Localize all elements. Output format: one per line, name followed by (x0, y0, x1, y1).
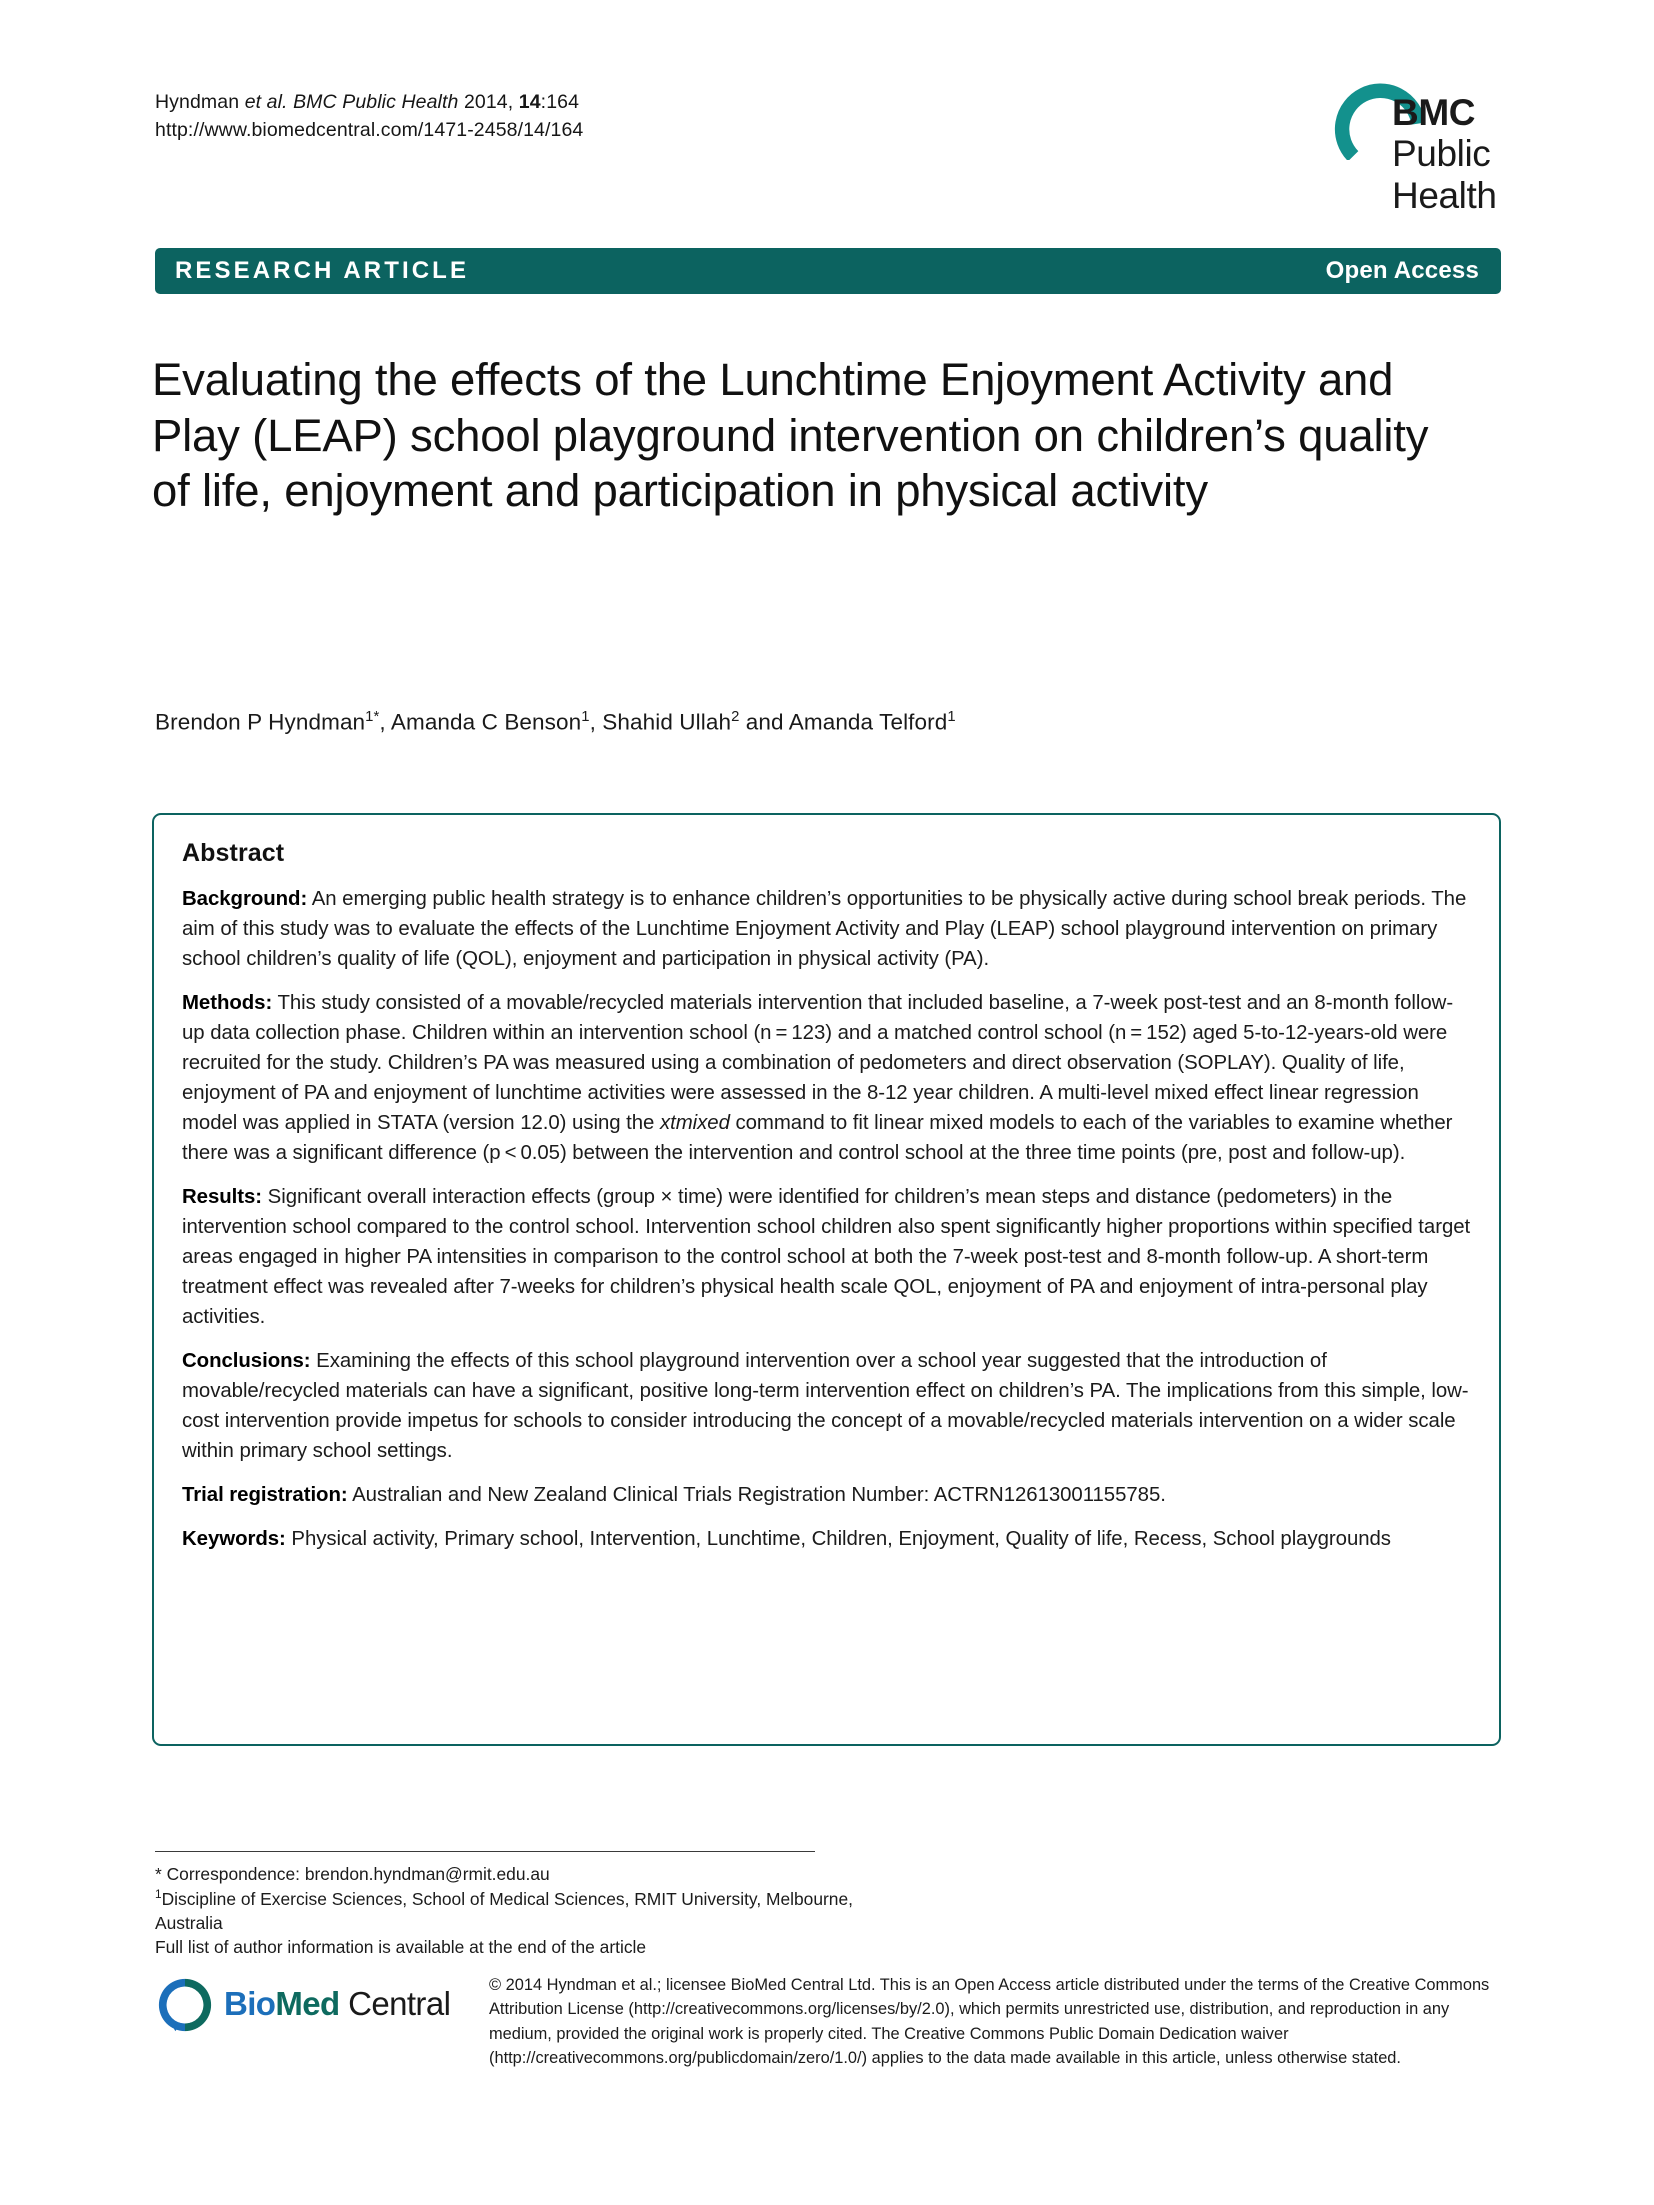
citation-year: 2014, (458, 91, 519, 113)
citation-issue: :164 (540, 91, 580, 113)
biomed-med-text: Med (275, 1985, 340, 2022)
article-type-banner (155, 248, 1501, 294)
abstract-box (152, 813, 1501, 1746)
author-list: Brendon P Hyndman$^{1*}$, Amanda C Benson$^1$, Shahid Ullah$^2$ and Amanda Telford$^1$ (155, 709, 956, 735)
open-access-label: Open Access (1325, 257, 1479, 284)
abstract-trial-label: Trial registration: (182, 1483, 348, 1506)
abstract-methods-text-cont: command to fit linear mixed models to each of the variables to examine whether there was a significant difference (p < 0.05) between the intervention and control school at the three time points (pre, post and follow-up). (182, 1111, 1453, 1164)
article-url[interactable]: http://www.biomedcentral.com/1471-2458/14/164 (155, 119, 584, 142)
citation-authors: Hyndman (155, 91, 245, 113)
footnote-divider (155, 1851, 815, 1852)
citation-volume: 14 (518, 91, 541, 113)
abstract-methods (182, 989, 1471, 1169)
abstract-conclusions-text: Examining the effects of this school playground intervention over a school year suggested that the introduction of movable/recycled materials can have a significant, positive long-term intervention effect on children’s PA. The implications from this simple, low-cost intervention provide impetus for schools to consider introducing the concept of a movable/recycled materials intervention on a wider scale within primary school settings. (182, 1349, 1469, 1462)
abstract-conclusions-label: Conclusions: (182, 1349, 311, 1372)
biomed-central-wordmark (224, 1985, 450, 2023)
correspondence-line (155, 1862, 855, 1886)
abstract-methods-command: xtmixed (659, 1111, 730, 1134)
bmc-logo-subtitle: Public Health (1392, 133, 1497, 216)
abstract-keywords (182, 1525, 1471, 1555)
biomed-ring-icon (156, 1976, 214, 2034)
bmc-public-health-logo (1326, 62, 1566, 216)
abstract-keywords-label: Keywords: (182, 1527, 286, 1550)
abstract-methods-label: Methods: (182, 991, 273, 1014)
bmc-logo-text (1392, 92, 1566, 216)
abstract-background-text: An emerging public health strategy is to enhance children’s opportunities to be physically active during school break periods. The aim of this study was to evaluate the effects of the Lunchtime Enjoyment Activity and Play (LEAP) school playground intervention on primary school children’s quality of life (QOL), enjoyment and participation in physical activity (PA). (182, 888, 1467, 970)
abstract-heading: Abstract (182, 839, 285, 867)
abstract-background (182, 885, 1471, 975)
abstract-trial-registration (182, 1481, 1471, 1511)
abstract-results (182, 1183, 1471, 1333)
affiliation-marker: 1 (155, 1887, 162, 1902)
correspondence-block (155, 1862, 855, 1960)
biomed-bio-text: Bio (224, 1985, 276, 2022)
abstract-results-label: Results: (182, 1185, 263, 1208)
affiliation-line (155, 1886, 855, 1935)
biomed-central-text: Central (339, 1985, 451, 2022)
affiliation-text: Discipline of Exercise Sciences, School of Medical Sciences, RMIT University, Melbourne, Australia (155, 1888, 853, 1934)
citation-journal: et al. BMC Public Health (244, 91, 459, 113)
copyright-notice: © 2014 Hyndman et al.; licensee BioMed Central Ltd. This is an Open Access article distributed under the terms of the Creative Commons Attribution License (http://creativecommons.org/licenses/by/2.0), which permits unrestricted use, distribution, and reproduction in any medium, provided the original work is properly cited. The Creative Commons Public Domain Dedication waiver (http://creativecommons.org/publicdomain/zero/1.0/) applies to the data made available in this article, unless otherwise stated. (489, 1976, 1490, 2067)
research-article-label: RESEARCH ARTICLE (175, 257, 470, 284)
bmc-logo-name: BMC (1392, 92, 1476, 133)
abstract-keywords-text: Physical activity, Primary school, Intervention, Lunchtime, Children, Enjoyment, Quality of life, Recess, School playgrounds (285, 1527, 1391, 1550)
abstract-background-label: Background: (182, 888, 308, 910)
correspondence-email[interactable]: brendon.hyndman@rmit.edu.au (300, 1864, 550, 1884)
full-author-info-line: Full list of author information is available at the end of the article (155, 1937, 647, 1958)
abstract-results-text: Significant overall interaction effects (group × time) were identified for children’s mean steps and distance (pedometers) in the intervention school compared to the control school. Intervention school children also spent significantly higher proportions within specified target areas engaged in higher PA intensities in comparison to the control school at both the 7-week post-test and 8-month follow-up. A short-term treatment effect was revealed after 7-weeks for children’s physical health scale QOL, enjoyment of PA and enjoyment of intra-personal play activities. (182, 1185, 1471, 1328)
abstract-methods-text: This study consisted of a movable/recycled materials intervention that included baseline, a 7-week post-test and an 8-month follow-up data collection phase. Children within an intervention school (n = 123) and a matched control school (n = 152) aged 5-to-12-years-old were recruited for the study. Children’s PA was measured using a combination of pedometers and direct observation (SOPLAY). Quality of life, enjoyment of PA and enjoyment of lunchtime activities were assessed in the 8-12 year children. A multi-level mixed effect linear regression model was applied in STATA (version 12.0) using the (182, 991, 1454, 1134)
page-title: Evaluating the effects of the Lunchtime Enjoyment Activity and Play (LEAP) school playground intervention on children’s quality of life, enjoyment and participation in physical activity (152, 354, 1429, 516)
biomed-central-logo (156, 1971, 476, 2037)
abstract-trial-text: Australian and New Zealand Clinical Trials Registration Number: ACTRN12613001155785. (347, 1483, 1166, 1506)
correspondence-label: * Correspondence: (155, 1864, 301, 1884)
abstract-conclusions (182, 1347, 1471, 1467)
citation-line (155, 91, 579, 113)
running-header (155, 88, 583, 145)
